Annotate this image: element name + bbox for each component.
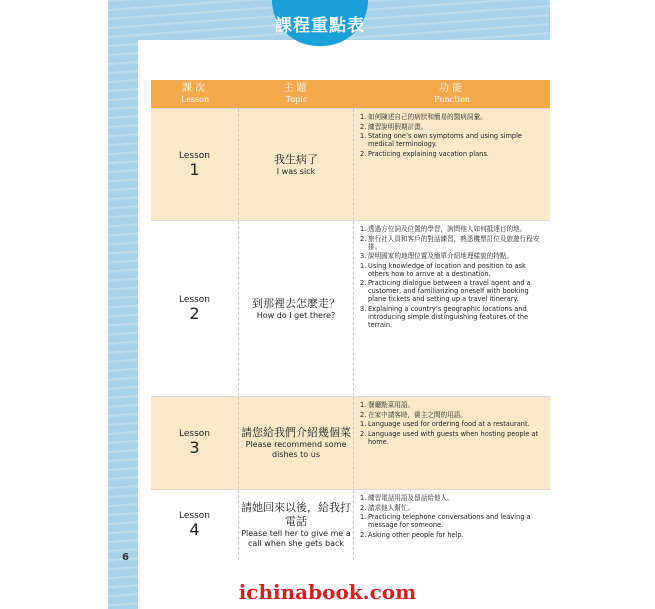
topic-en: Please recommend some dishes to us [245, 440, 347, 459]
function-item: 2. Asking other people for help. [360, 530, 464, 539]
function-item: 1. 如何陳述自己的病狀和簡易的醫病詞彙。 [360, 113, 487, 121]
table-row [151, 108, 550, 220]
lesson-cell [151, 221, 239, 396]
function-item: 1. Language used for ordering food at a restaurant. [360, 420, 530, 429]
lesson-cell [151, 490, 239, 560]
function-item: 1. Using knowledge of location and position to ask others how to arrive at a destination. [360, 261, 526, 278]
topic-cell [239, 397, 354, 489]
page-title: 課程重點表 [275, 15, 365, 36]
table-header [151, 80, 550, 108]
lesson-label: Lesson [179, 294, 210, 305]
header-topic [239, 80, 354, 108]
header-topic-zh: 主題 [283, 83, 310, 94]
topic-cell [239, 221, 354, 396]
page-number: 6 [122, 552, 129, 563]
topic-cell [239, 490, 354, 560]
function-item: 2. 在家中請客時，賓主之間的用語。 [360, 410, 467, 419]
topic-en: How do I get there? [256, 310, 336, 320]
topic-cell [239, 109, 354, 220]
function-item: 2. 旅行社人員和客戶的對話練習，熟悉機票訂位及旅遊行程安排。 [360, 234, 540, 251]
header-topic-en: Topic [285, 95, 308, 104]
function-item: 2. Language used with guests when hosting people at home. [360, 429, 539, 446]
header-function-en: Function [433, 95, 471, 104]
topic-zh: 請她回來以後，給我打電話 [241, 501, 351, 528]
function-item: 2. 請求他人幫忙。 [360, 503, 415, 512]
header-lesson-zh: 課次 [182, 83, 208, 94]
topic-en: I was sick [276, 166, 316, 176]
table-row [151, 489, 550, 560]
lesson-cell [151, 397, 239, 489]
table-row [151, 396, 550, 489]
table-row [151, 220, 550, 396]
function-item: 2. Practicing dialogue between a travel agent and a customer, and familiarizing oneself with booking plane tickets and setting up a travel itinerary. [360, 279, 531, 304]
lesson-number: 4 [189, 520, 200, 539]
function-item: 1. Stating one’s own symptoms and using simple medical terminology. [360, 132, 522, 149]
lesson-label: Lesson [179, 511, 210, 521]
lesson-number: 3 [189, 438, 200, 457]
course-outline-table [151, 80, 550, 560]
lesson-label: Lesson [179, 150, 210, 161]
topic-zh: 請您給我們介紹幾個菜 [241, 426, 351, 439]
header-function-zh: 功能 [439, 83, 465, 94]
function-item: 1. 練習電話用語及留話給他人。 [360, 494, 454, 502]
watermark: ichinabook.com [238, 580, 417, 604]
lesson-label: Lesson [179, 429, 210, 439]
header-lesson [151, 80, 239, 108]
function-cell [354, 109, 550, 220]
function-item: 1. 透過方位詞及位置的學習，詢問他人如何抵達目的地。 [360, 225, 527, 233]
function-cell [354, 490, 550, 560]
topic-zh: 到那裡去怎麼走？ [252, 296, 340, 310]
lesson-cell [151, 109, 239, 220]
function-item: 2. 練習說明假期計畫。 [360, 122, 428, 131]
function-item: 3. 說明國家的地理位置及簡單介紹地理樣貌的特點。 [360, 252, 514, 261]
lesson-number: 2 [189, 303, 200, 323]
lesson-number: 1 [189, 159, 200, 179]
function-cell [354, 397, 550, 489]
function-cell [354, 221, 550, 396]
function-item: 1. 餐廳點菜用語。 [360, 401, 415, 409]
function-item: 2. Practicing explaining vacation plans. [360, 149, 489, 158]
function-item: 1. Practicing telephone conversations and leaving a message for someone. [360, 513, 531, 530]
header-function [354, 80, 550, 108]
header-lesson-en: Lesson [180, 95, 210, 104]
topic-en: Please tell her to give me a call when she gets back [241, 529, 351, 548]
function-item: 3. Explaining a country’s geographic locations and introducing simple distinguishing features of the terrain. [360, 304, 529, 329]
topic-zh: 我生病了 [274, 152, 318, 166]
